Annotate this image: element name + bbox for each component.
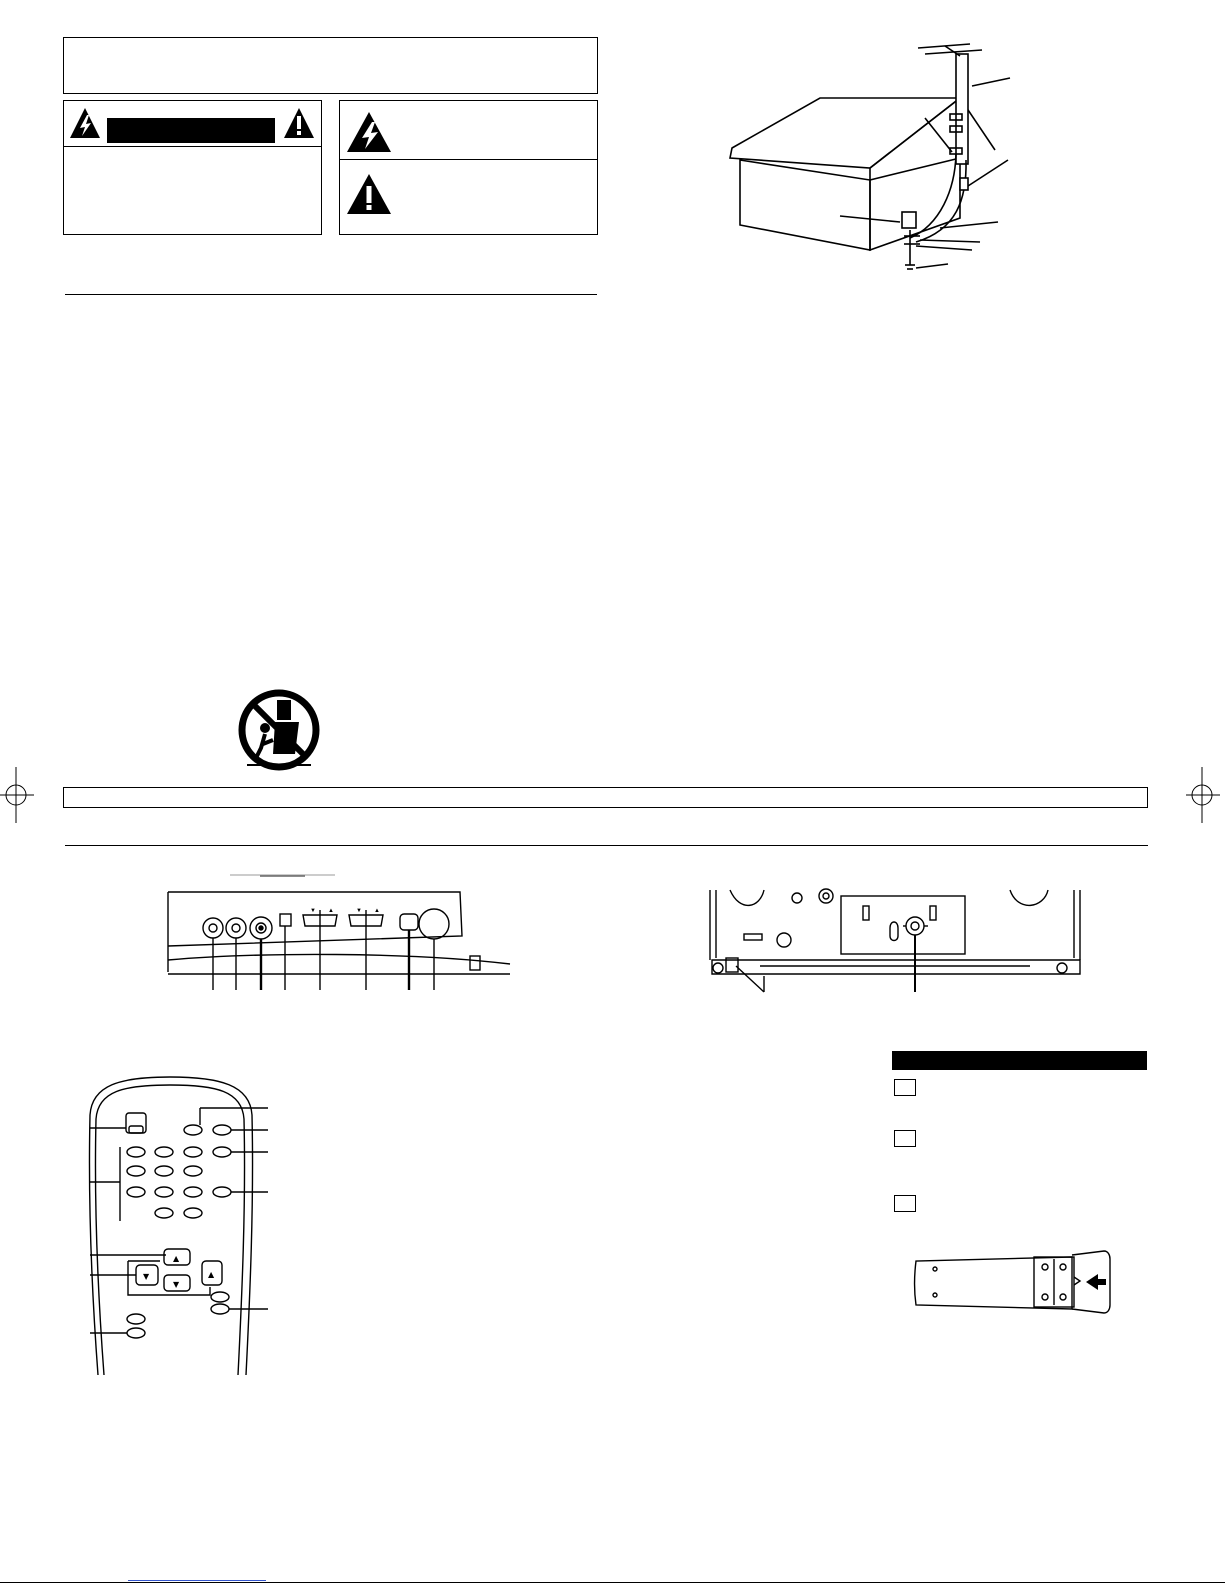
- svg-text:▼: ▼: [173, 1280, 180, 1289]
- lightning-warning-icon: [68, 106, 102, 140]
- exclamation-warning-icon: [282, 106, 316, 140]
- lightning-warning-icon: [345, 110, 393, 154]
- section-rule: [65, 845, 1148, 846]
- registration-crosshair-icon: [0, 765, 40, 825]
- cart-warning-icon: [237, 688, 321, 772]
- footer-rule: [0, 1582, 1225, 1583]
- front-panel-diagram: [160, 872, 515, 992]
- caution-divider: [64, 146, 321, 147]
- battery-compartment-diagram: [908, 1247, 1118, 1317]
- remote-control-diagram: [60, 1075, 275, 1380]
- registration-crosshair-icon: [1182, 765, 1222, 825]
- svg-text:▼: ▼: [356, 908, 362, 914]
- step-2-box: [894, 1130, 916, 1147]
- svg-text:▼: ▼: [143, 1272, 150, 1281]
- antenna-grounding-diagram: [720, 40, 1020, 280]
- full-width-note-box: [63, 787, 1148, 808]
- warning-header-box: [63, 37, 598, 94]
- caution-label-bar: [107, 118, 275, 143]
- svg-text:▲: ▲: [374, 908, 380, 914]
- exclamation-warning-icon: [345, 172, 393, 216]
- section-rule: [65, 294, 597, 295]
- svg-text:▼: ▼: [310, 908, 316, 914]
- svg-text:▲: ▲: [173, 1254, 180, 1263]
- svg-text:▲: ▲: [208, 1270, 215, 1279]
- step-1-box: [894, 1079, 916, 1096]
- step-3-box: [894, 1195, 916, 1212]
- svg-text:▲: ▲: [328, 908, 334, 914]
- rear-panel-diagram: [700, 888, 1085, 993]
- battery-section-header-bar: [892, 1051, 1147, 1070]
- symbol-divider: [340, 159, 597, 160]
- footer-link-underline: [128, 1580, 266, 1581]
